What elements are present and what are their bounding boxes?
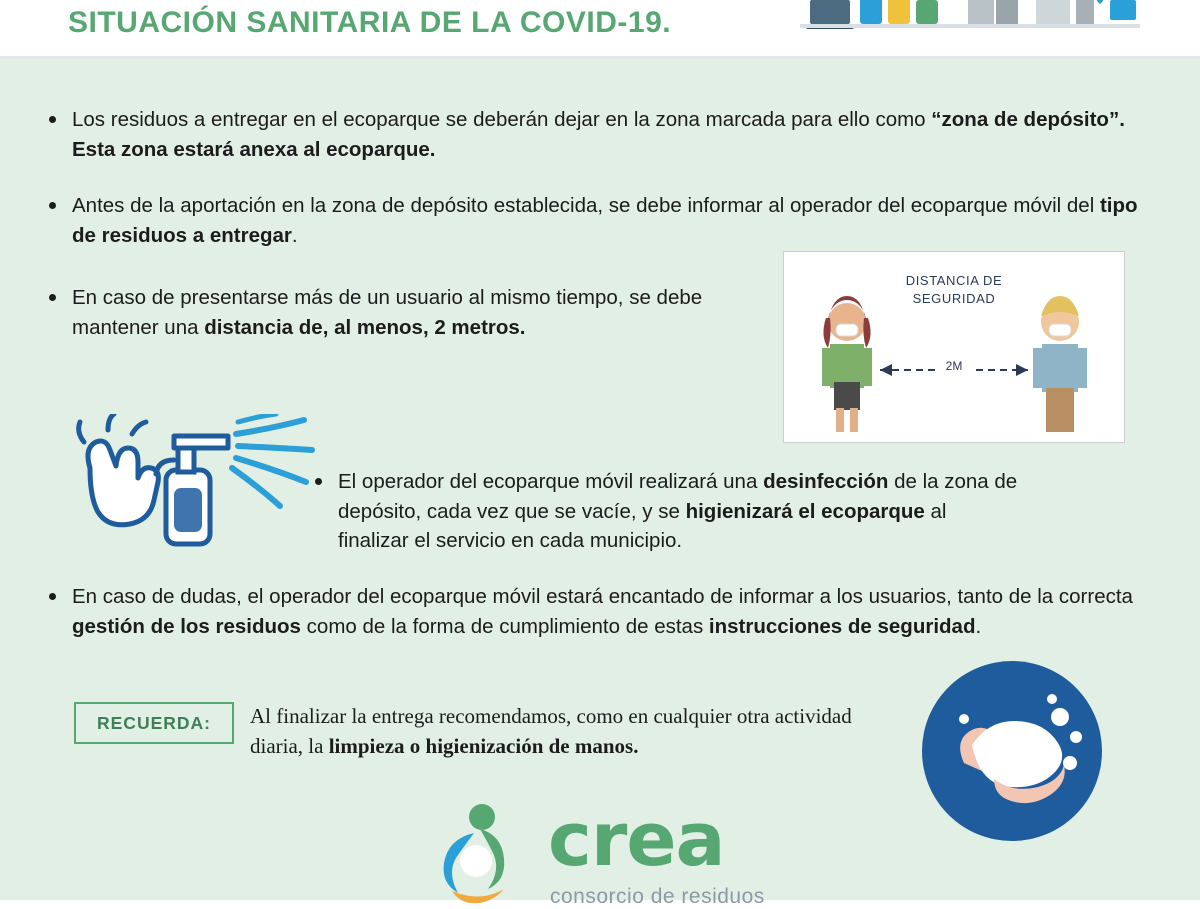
plain-text: al finalizar el servicio en cada municipio.	[338, 499, 947, 553]
bullet-distancia	[44, 283, 772, 342]
bullet-dudas	[44, 582, 1168, 641]
crea-logo-mark	[420, 795, 540, 905]
spray-bottle-hand-icon	[70, 414, 360, 554]
crea-logo-tagline: consorcio de residuos	[550, 885, 765, 908]
emphasis-text: desinfección	[763, 470, 889, 493]
bullet-zona-deposito	[44, 105, 1132, 164]
washing-hands-icon	[920, 659, 1105, 844]
emphasis-text: limpieza o higienización de manos.	[328, 733, 639, 758]
emphasis-text: gestión de los residuos	[72, 614, 301, 638]
poster-body-panel	[0, 59, 1200, 908]
bullet-informar-operador	[44, 191, 1152, 250]
plain-text: Al finalizar la entrega recomendamos, como en cualquier otra actividad diaria, la	[250, 704, 852, 758]
plain-text: En caso de dudas, el operador del ecoparque móvil estará encantado de informar a los usuarios, tanto de la correcta	[72, 585, 1133, 608]
crea-logo	[420, 789, 800, 909]
person-right-figure	[1033, 296, 1087, 432]
recuerda-text	[250, 702, 890, 762]
plain-text: El operador del ecoparque móvil realizará una	[338, 470, 764, 493]
emphasis-text: distancia de, al menos, 2 metros.	[204, 315, 526, 339]
person-left-figure	[822, 296, 872, 432]
emphasis-text: instrucciones de seguridad	[708, 614, 976, 638]
safety-distance-image	[783, 251, 1125, 443]
recuerda-badge	[74, 702, 234, 744]
page-title: SITUACIÓN SANITARIA DE LA COVID-19.	[68, 6, 672, 39]
distance-card-title	[784, 272, 1124, 307]
plain-text: .	[291, 224, 298, 248]
distance-title-line1: DISTANCIA DE	[905, 273, 1003, 288]
recycling-city-illustration	[800, 0, 1140, 52]
plain-text: Antes de la aportación en la zona de depósito establecida, se debe informar al operador del ecoparque móvil del	[72, 194, 1100, 218]
emphasis-text: higienizará el ecoparque	[685, 499, 925, 523]
distance-measure-label: 2M	[945, 359, 963, 373]
plain-text: como de la forma de cumplimiento de estas	[300, 614, 709, 638]
plain-text: En caso de presentarse más de un usuario al mismo tiempo, se debe mantener una	[72, 285, 703, 339]
crea-logo-text: crea	[548, 797, 725, 883]
bullet-desinfeccion	[310, 467, 1018, 556]
emphasis-text: tipo de residuos a entregar	[72, 194, 1138, 248]
emphasis-text: “zona de depósito”. Esta zona estará anexa al ecoparque.	[72, 108, 1125, 161]
poster-header	[0, 0, 1200, 59]
plain-text: de la zona de depósito, cada vez que se vacíe, y se	[338, 470, 1018, 523]
recuerda-label: RECUERDA:	[97, 713, 211, 733]
distance-title-line2: SEGURIDAD	[912, 290, 996, 306]
plain-text: .	[975, 614, 982, 638]
plain-text: Los residuos a entregar en el ecoparque se deberán dejar en la zona marcada para ello como	[72, 108, 932, 131]
